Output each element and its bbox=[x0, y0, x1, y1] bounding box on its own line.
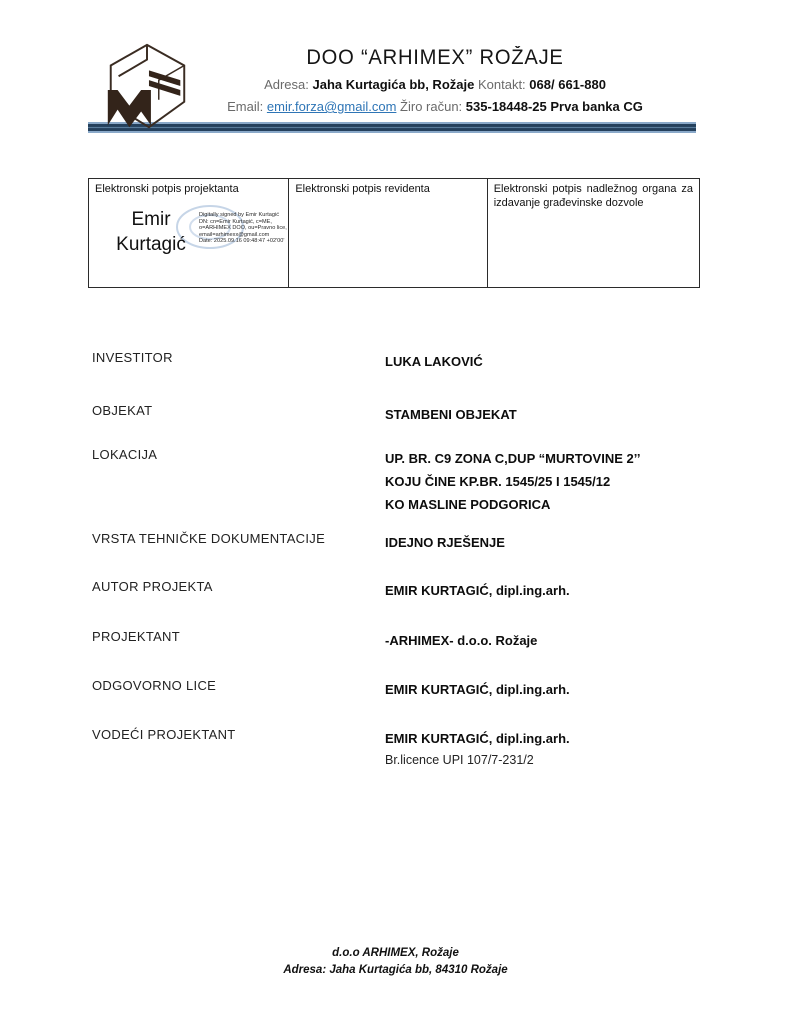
licence-number: Br.licence UPI 107/7-231/2 bbox=[385, 753, 534, 767]
footer-address: Adresa: Jaha Kurtagića bb, 84310 Rožaje bbox=[283, 964, 508, 976]
address-value: Jaha Kurtagića bb, Rožaje bbox=[312, 77, 475, 92]
row-value: -ARHIMEX- d.o.o. Rožaje bbox=[385, 633, 538, 648]
row-value: EMIR KURTAGIĆ, dipl.ing.arh. bbox=[385, 682, 570, 697]
row-value: UP. BR. C9 ZONA C,DUP “MURTOVINE 2’’ KOJU ČINE KP.BR. 1545/25 I 1545/12 KO MASLINE PODGORICA bbox=[385, 451, 641, 512]
row-value: EMIR KURTAGIĆ, dipl.ing.arh. Br.licence UPI 107/7-231/2 bbox=[385, 727, 570, 770]
signature-cell-nadlezni-organ bbox=[487, 179, 699, 287]
digital-signature-details: Digitally signed by Emir Kurtagić DN: cn=Emir Kurtagić, c=ME, o=ARHIMEX DOO, ou=Pravno lice, email=arhimexx@gmail.com Date: 2025.09.16 09:48:47 +02'00' bbox=[199, 211, 287, 244]
row-label: VODEĆI PROJEKTANT bbox=[92, 727, 236, 742]
company-title: DOO “ARHIMEX” ROŽAJE bbox=[306, 46, 564, 69]
account-value: 535-18448-25 Prva banka CG bbox=[465, 99, 643, 114]
row-value: EMIR KURTAGIĆ, dipl.ing.arh. bbox=[385, 583, 570, 598]
row-label: AUTOR PROJEKTA bbox=[92, 579, 213, 594]
signature-cell-projektant bbox=[89, 179, 288, 287]
row-value: LUKA LAKOVIĆ bbox=[385, 354, 483, 369]
address-label: Adresa: bbox=[264, 77, 309, 92]
email-link[interactable]: emir.forza@gmail.com bbox=[266, 99, 397, 114]
email-line bbox=[170, 99, 700, 114]
address-line bbox=[170, 77, 700, 92]
signature-col-header: Elektronski potpis revidenta bbox=[295, 183, 430, 195]
row-label: LOKACIJA bbox=[92, 447, 158, 462]
email-label: Email: bbox=[227, 99, 264, 114]
contact-value: 068/ 661-880 bbox=[529, 77, 606, 92]
letterhead bbox=[170, 46, 700, 114]
footer-company: d.o.o ARHIMEX, Rožaje bbox=[332, 947, 459, 959]
row-label: INVESTITOR bbox=[92, 350, 173, 365]
signature-table bbox=[88, 178, 700, 288]
row-value: STAMBENI OBJEKAT bbox=[385, 407, 517, 422]
signature-col-header: Elektronski potpis nadležnog organa za izdavanje građevinske dozvole bbox=[493, 183, 693, 209]
arhimex-logo bbox=[98, 42, 196, 136]
signature-cell-revident bbox=[288, 179, 486, 287]
page-footer bbox=[0, 945, 791, 979]
signature-col-header: Elektronski potpis projektanta bbox=[95, 183, 239, 195]
row-label: PROJEKTANT bbox=[92, 629, 180, 644]
row-label: OBJEKAT bbox=[92, 403, 153, 418]
contact-label: Kontakt: bbox=[477, 77, 526, 92]
row-label: ODGOVORNO LICE bbox=[92, 678, 217, 693]
row-label: VRSTA TEHNIČKE DOKUMENTACIJE bbox=[92, 531, 326, 546]
account-label: Žiro račun: bbox=[400, 99, 463, 114]
signatory-name: Emir Kurtagić bbox=[116, 209, 186, 255]
row-value: IDEJNO RJEŠENJE bbox=[385, 535, 505, 550]
